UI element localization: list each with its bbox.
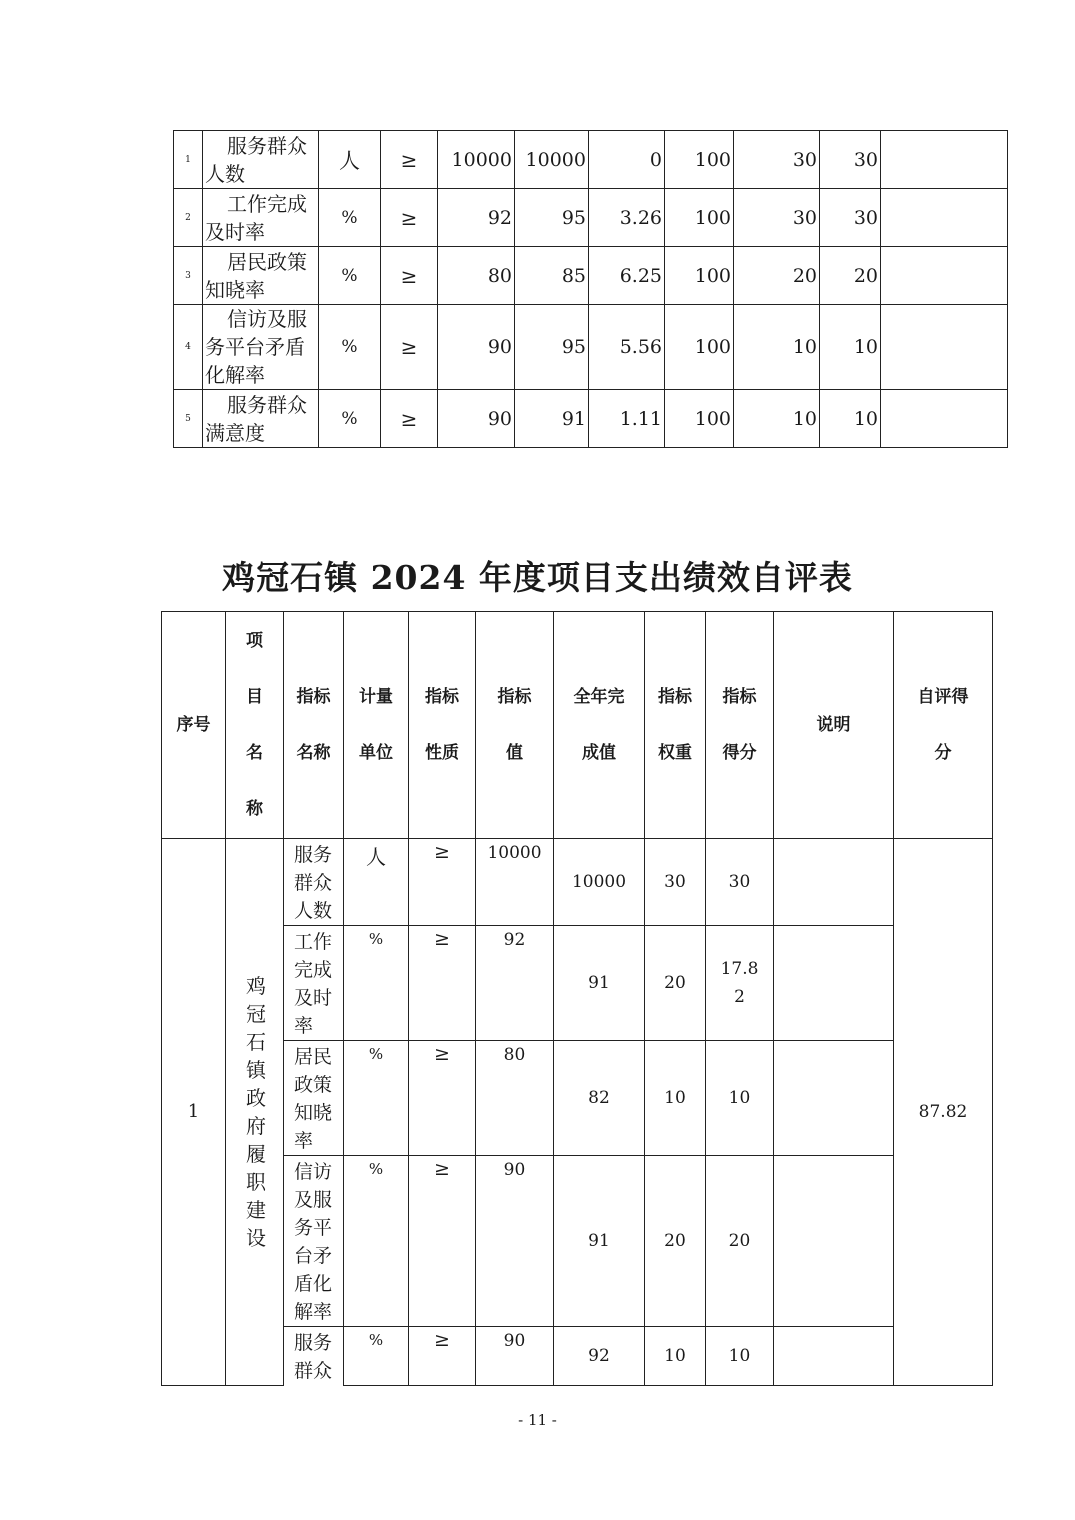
- actual-value: 82: [554, 1041, 645, 1156]
- actual-value: 91: [554, 926, 645, 1041]
- indicator-name: 工作完成及时率: [284, 926, 344, 1041]
- table-row: [174, 305, 1008, 390]
- actual-value: 92: [554, 1327, 645, 1386]
- indicator-name: 居民政策知晓率: [284, 1041, 344, 1156]
- weight: 10: [734, 390, 820, 448]
- note: [774, 1041, 894, 1156]
- self-score-total: 87.82: [894, 839, 993, 1386]
- header-self-score: 自评得分: [894, 612, 993, 839]
- weight: 10: [645, 1327, 706, 1386]
- note: [881, 189, 1008, 247]
- unit: %: [344, 1041, 409, 1156]
- note: [774, 926, 894, 1041]
- weight: 30: [645, 839, 706, 926]
- weight: 20: [645, 926, 706, 1041]
- weight: 20: [645, 1156, 706, 1327]
- indicator-nature: ≥: [409, 1041, 476, 1156]
- table-row: [162, 1041, 993, 1156]
- score: 10: [706, 1327, 774, 1386]
- score: 17.82: [706, 926, 774, 1041]
- indicator-nature: ≥: [381, 305, 438, 390]
- row-seq: 2: [174, 189, 203, 247]
- deviation: 0: [589, 131, 665, 189]
- continued-indicator-table: [173, 130, 1008, 448]
- weight: 30: [734, 131, 820, 189]
- indicator-name: 信访及服务平台矛盾化解率: [203, 305, 319, 390]
- target-value: 10000: [438, 131, 515, 189]
- indicator-nature: ≥: [409, 839, 476, 926]
- score: 30: [820, 189, 881, 247]
- page-title: 鸡冠石镇 2024 年度项目支出绩效自评表: [222, 558, 853, 597]
- rate: 100: [665, 189, 734, 247]
- unit: %: [319, 247, 381, 305]
- table-row: [174, 131, 1008, 189]
- table-row: [174, 247, 1008, 305]
- rate: 100: [665, 247, 734, 305]
- page-number: - 11 -: [518, 1411, 557, 1429]
- weight: 30: [734, 189, 820, 247]
- indicator-nature: ≥: [381, 247, 438, 305]
- indicator-value: 10000: [476, 839, 554, 926]
- header-indicator: 指标名称: [284, 612, 344, 839]
- unit: %: [319, 390, 381, 448]
- actual-value: 10000: [515, 131, 589, 189]
- header-score: 指标得分: [706, 612, 774, 839]
- indicator-nature: ≥: [409, 1156, 476, 1327]
- unit: %: [344, 1327, 409, 1386]
- rate: 100: [665, 305, 734, 390]
- indicator-value: 90: [476, 1156, 554, 1327]
- project-seq: 1: [162, 839, 226, 1386]
- unit: %: [344, 1156, 409, 1327]
- actual-value: 91: [515, 390, 589, 448]
- header-note: 说明: [774, 612, 894, 839]
- score: 30: [820, 131, 881, 189]
- indicator-nature: ≥: [381, 131, 438, 189]
- weight: 10: [645, 1041, 706, 1156]
- score: 10: [820, 305, 881, 390]
- actual-value: 91: [554, 1156, 645, 1327]
- header-actual: 全年完成值: [554, 612, 645, 839]
- unit: %: [319, 189, 381, 247]
- unit: %: [319, 305, 381, 390]
- deviation: 1.11: [589, 390, 665, 448]
- indicator-name: 服务群众满意度: [203, 390, 319, 448]
- actual-value: 95: [515, 189, 589, 247]
- row-seq: 3: [174, 247, 203, 305]
- target-value: 92: [438, 189, 515, 247]
- score: 10: [820, 390, 881, 448]
- indicator-nature: ≥: [381, 189, 438, 247]
- rate: 100: [665, 131, 734, 189]
- target-value: 80: [438, 247, 515, 305]
- table-row: [162, 839, 993, 926]
- header-value: 指标值: [476, 612, 554, 839]
- actual-value: 95: [515, 305, 589, 390]
- table-row: [162, 1327, 993, 1386]
- table-row: [162, 926, 993, 1041]
- target-value: 90: [438, 390, 515, 448]
- header-nature: 指标性质: [409, 612, 476, 839]
- actual-value: 85: [515, 247, 589, 305]
- score: 30: [706, 839, 774, 926]
- score: 10: [706, 1041, 774, 1156]
- indicator-nature: ≥: [409, 1327, 476, 1386]
- indicator-name: 工作完成及时率: [203, 189, 319, 247]
- table-row: [174, 189, 1008, 247]
- indicator-name: 服务群众人数: [203, 131, 319, 189]
- project-name: 鸡冠石镇政府履职建设: [226, 839, 284, 1386]
- note: [881, 390, 1008, 448]
- note: [881, 305, 1008, 390]
- deviation: 3.26: [589, 189, 665, 247]
- indicator-name: 信访及服务平台矛盾化解率: [284, 1156, 344, 1327]
- header-row: [162, 612, 993, 839]
- indicator-nature: ≥: [381, 390, 438, 448]
- table-row: [174, 390, 1008, 448]
- note: [881, 247, 1008, 305]
- unit: 人: [319, 131, 381, 189]
- row-seq: 5: [174, 390, 203, 448]
- deviation: 5.56: [589, 305, 665, 390]
- score: 20: [820, 247, 881, 305]
- row-seq: 4: [174, 305, 203, 390]
- indicator-value: 92: [476, 926, 554, 1041]
- deviation: 6.25: [589, 247, 665, 305]
- header-unit: 计量单位: [344, 612, 409, 839]
- weight: 20: [734, 247, 820, 305]
- unit: 人: [344, 839, 409, 926]
- weight: 10: [734, 305, 820, 390]
- header-project: 项目名称: [226, 612, 284, 839]
- indicator-name: 居民政策知晓率: [203, 247, 319, 305]
- self-evaluation-table: [161, 611, 993, 1386]
- indicator-value: 90: [476, 1327, 554, 1386]
- note: [881, 131, 1008, 189]
- note: [774, 1156, 894, 1327]
- note: [774, 839, 894, 926]
- indicator-nature: ≥: [409, 926, 476, 1041]
- indicator-name: 服务群众: [284, 1327, 344, 1386]
- header-seq: 序号: [162, 612, 226, 839]
- unit: %: [344, 926, 409, 1041]
- note: [774, 1327, 894, 1386]
- indicator-name: 服务群众人数: [284, 839, 344, 926]
- indicator-value: 80: [476, 1041, 554, 1156]
- rate: 100: [665, 390, 734, 448]
- actual-value: 10000: [554, 839, 645, 926]
- header-weight: 指标权重: [645, 612, 706, 839]
- target-value: 90: [438, 305, 515, 390]
- table-row: [162, 1156, 993, 1327]
- score: 20: [706, 1156, 774, 1327]
- row-seq: 1: [174, 131, 203, 189]
